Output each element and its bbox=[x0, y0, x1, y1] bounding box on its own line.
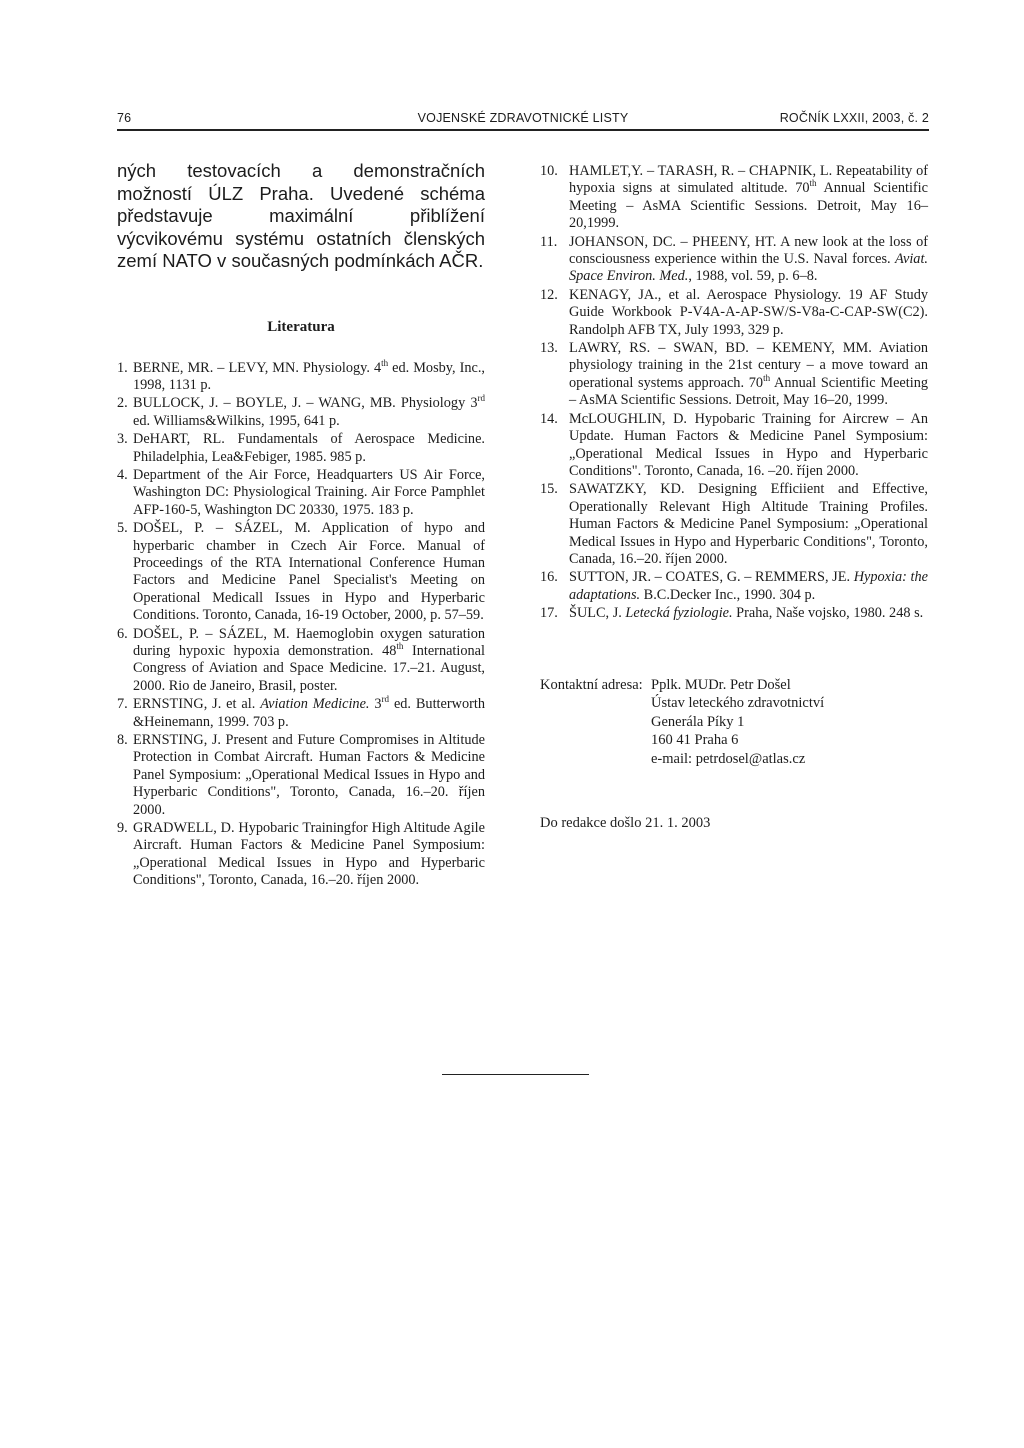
reference-text bbox=[569, 411, 928, 481]
reference-text-part: Annual Scientific Meeting – AsMA Scientific Sessions. Detroit, May 16–20,1999. bbox=[569, 180, 928, 232]
reference-list-left bbox=[117, 357, 485, 890]
running-header bbox=[117, 109, 929, 131]
reference-text-part: SAWATZKY, KD. Designing Efficiient and Effective, Operationally Relevant High Altitude Training Profiles. Human Factors & Medicine Panel Symposium: „Operational Medical Issues in Hypo and Hyperbaric Conditions", Toronto, Canada, 16.–20. říjen 2000. bbox=[569, 481, 928, 567]
reference-text-part: BULLOCK, J. – BOYLE, J. – WANG, MB. Physiology 3 bbox=[133, 395, 478, 412]
reference-text bbox=[133, 357, 485, 395]
reference-text-part: Department of the Air Force, Headquarters US Air Force, Washington DC: Physiological Training. Air Force Pamphlet AFP-160-5, Washington DC 20330, 1975. 183 p. bbox=[133, 466, 485, 518]
reference-item bbox=[540, 234, 928, 286]
reference-text-part: JOHANSON, DC. – PHEENY, HT. A new look at the loss of consciousness experience within the U.S. Naval forces. bbox=[569, 233, 928, 268]
reference-text bbox=[133, 820, 485, 890]
volume-issue: ROČNÍK LXXII, 2003, č. 2 bbox=[779, 111, 929, 125]
reference-text bbox=[133, 696, 485, 731]
contact-lines bbox=[651, 676, 928, 769]
reference-text-part: ed. Mosby, Inc., 1998, 1131 p. bbox=[133, 359, 485, 393]
reference-item bbox=[540, 163, 928, 233]
contact-line: Generála Píky 1 bbox=[651, 713, 745, 730]
received-date: Do redakce došlo 21. 1. 2003 bbox=[540, 815, 711, 832]
reference-text bbox=[569, 605, 928, 622]
reference-item bbox=[540, 340, 928, 410]
reference-number: 12. bbox=[540, 286, 558, 303]
reference-superscript: th bbox=[763, 373, 771, 384]
reference-number: 16. bbox=[540, 569, 558, 586]
literature-heading: Literatura bbox=[267, 318, 335, 335]
reference-superscript: rd bbox=[477, 393, 485, 404]
reference-title-italic: Letecká fyziologie. bbox=[625, 605, 733, 622]
reference-text-part: ed. Butterworth &Heinemann, 1999. 703 p. bbox=[133, 696, 485, 730]
reference-superscript: th bbox=[396, 641, 404, 652]
contact-label: Kontaktní adresa: bbox=[540, 676, 643, 693]
reference-title-italic: Aviation Medicine. bbox=[260, 696, 370, 713]
contact-line: Pplk. MUDr. Petr Došel bbox=[651, 676, 791, 693]
reference-number: 2. bbox=[117, 395, 128, 412]
reference-number: 3. bbox=[117, 431, 128, 448]
reference-text bbox=[133, 431, 485, 466]
reference-text-part: SUTTON, JR. – COATES, G. – REMMERS, JE. bbox=[569, 569, 854, 586]
reference-number: 10. bbox=[540, 163, 558, 179]
reference-text-part: DOŠEL, P. – SÁZEL, M. Haemoglobin oxygen saturation during hypoxic hypoxia demonstration. 48 bbox=[133, 625, 485, 659]
contact-line: Ústav leteckého zdravotnictví bbox=[651, 695, 825, 712]
reference-text bbox=[569, 163, 928, 233]
reference-number: 1. bbox=[117, 359, 128, 376]
contact-line: 160 41 Praha 6 bbox=[651, 732, 739, 749]
reference-item bbox=[540, 411, 928, 481]
reference-text-part: Praha, Naše vojsko, 1980. 248 s. bbox=[732, 605, 924, 622]
reference-number: 13. bbox=[540, 340, 558, 357]
reference-superscript: th bbox=[381, 357, 389, 368]
reference-item bbox=[540, 569, 928, 604]
reference-text-part: Annual Scientific Meeting – AsMA Scientific Sessions. Detroit, May 16–20, 1999. bbox=[569, 374, 929, 409]
reference-item bbox=[117, 732, 485, 819]
reference-title-italic: Hypoxia: the adaptations. bbox=[569, 569, 928, 603]
reference-number: 7. bbox=[117, 696, 128, 713]
reference-item bbox=[117, 626, 485, 696]
reference-text-part: DOŠEL, P. – SÁZEL, M. Application of hypo and hyperbaric chamber in Czech Air Force. Manual of Proceedings of the RTA International Conference Human Factors and Medicine Panel Specialist's Meeting on Operational Medicall Issues in Hypo and Hyperbaric Conditions. Toronto, Canada, 16-19 October, 2000, p. 57–59. bbox=[133, 520, 485, 624]
reference-item bbox=[117, 820, 485, 890]
reference-text-part: ERNSTING, J. et al. bbox=[133, 696, 261, 713]
intro-paragraph: ných testovacích a demonstračních možností ÚLZ Praha. Uvedené schéma představuje maximální přiblížení výcvikovému systému ostatních členských zemí NATO v současných podmínkách AČR. bbox=[117, 160, 485, 271]
reference-text bbox=[133, 467, 485, 519]
reference-text bbox=[133, 626, 485, 696]
reference-text-part: BERNE, MR. – LEVY, MN. Physiology. 4 bbox=[133, 359, 382, 376]
reference-item bbox=[117, 431, 485, 466]
reference-text bbox=[569, 569, 928, 604]
reference-text-part: McLOUGHLIN, D. Hypobaric Training for Aircrew – An Update. Human Factors & Medicine Panel Symposium: „Operational Medical Issues in Hypo and Hyperbaric Conditions". Toronto, Canada, 16. –20. říjen 2000. bbox=[569, 410, 928, 479]
reference-text-part: LAWRY, RS. – SWAN, BD. – KEMENY, MM. Aviation physiology training in the 21st century – a move toward an operational systems approach. 70 bbox=[569, 340, 928, 391]
reference-text bbox=[569, 287, 928, 339]
reference-text-part: HAMLET,Y. – TARASH, R. – CHAPNIK, L. Repeatability of hypoxia signs at simulated altitude. 70 bbox=[569, 163, 928, 197]
reference-text-part: ERNSTING, J. Present and Future Compromises in Altitude Protection in Combat Aircraft. Human Factors & Medicine Panel Symposium: „Operational Medical Issues in Hypo and Hyperbaric Conditions", Toronto, Canada, 16.–20. říjen 2000. bbox=[133, 732, 485, 818]
reference-number: 17. bbox=[540, 605, 558, 622]
reference-list-right bbox=[540, 163, 928, 623]
reference-text-part: International Congress of Aviation and Space Medicine. 17.–21. August, 2000. Rio de Janeiro, Brasil, poster. bbox=[133, 643, 485, 694]
reference-number: 14. bbox=[540, 410, 558, 427]
reference-item bbox=[540, 481, 928, 568]
reference-text bbox=[569, 340, 928, 410]
reference-number: 15. bbox=[540, 481, 558, 498]
reference-number: 9. bbox=[117, 820, 128, 837]
reference-superscript: th bbox=[809, 178, 817, 189]
reference-text-part: B.C.Decker Inc., 1990. 304 p. bbox=[640, 586, 816, 603]
journal-title: VOJENSKÉ ZDRAVOTNICKÉ LISTY bbox=[417, 111, 629, 125]
reference-text bbox=[133, 520, 485, 624]
reference-number: 4. bbox=[117, 466, 128, 483]
reference-item bbox=[117, 467, 485, 519]
reference-text-part: DeHART, RL. Fundamentals of Aerospace Medicine. Philadelphia, Lea&Febiger, 1985. 985 p. bbox=[133, 431, 485, 465]
reference-item bbox=[117, 696, 485, 731]
reference-item bbox=[117, 520, 485, 624]
reference-item bbox=[540, 605, 928, 622]
reference-item bbox=[540, 287, 928, 339]
reference-text bbox=[133, 395, 485, 430]
reference-title-italic: Aviat. Space Environ. Med. bbox=[569, 251, 928, 285]
contact-email: e-mail: petrdosel@atlas.cz bbox=[651, 750, 806, 767]
end-rule bbox=[442, 1074, 589, 1075]
reference-superscript: rd bbox=[381, 694, 390, 705]
reference-number: 11. bbox=[540, 233, 558, 250]
reference-text bbox=[569, 481, 928, 568]
left-column bbox=[117, 160, 485, 891]
reference-text-part: KENAGY, JA., et al. Aerospace Physiology. 19 AF Study Guide Workbook P-V4A-A-AP-SW/S-V8a-C-CAP-SW(C2). Randolph AFB TX, July 1993, 329 p. bbox=[569, 286, 928, 338]
reference-text-part: ŠULC, J. bbox=[569, 605, 626, 622]
reference-item bbox=[117, 395, 485, 430]
reference-item bbox=[117, 357, 485, 395]
reference-number: 5. bbox=[117, 520, 128, 537]
reference-text-part: 3 bbox=[369, 696, 382, 713]
reference-text bbox=[133, 732, 485, 819]
reference-number: 6. bbox=[117, 625, 128, 642]
contact-address bbox=[540, 676, 928, 769]
reference-text-part: , 1988, vol. 59, p. 6–8. bbox=[688, 268, 818, 285]
reference-text-part: GRADWELL, D. Hypobaric Trainingfor High Altitude Agile Aircraft. Human Factors & Medicine Panel Symposium: „Operational Medical Issues in Hypo and Hyperbaric Conditions", Toronto, Canada, 16.–20. říjen 2000. bbox=[133, 820, 485, 889]
reference-number: 8. bbox=[117, 732, 128, 749]
reference-text bbox=[569, 234, 928, 286]
page-number: 76 bbox=[117, 111, 132, 125]
right-column bbox=[540, 163, 928, 832]
reference-text-part: ed. Williams&Wilkins, 1995, 641 p. bbox=[133, 412, 340, 429]
